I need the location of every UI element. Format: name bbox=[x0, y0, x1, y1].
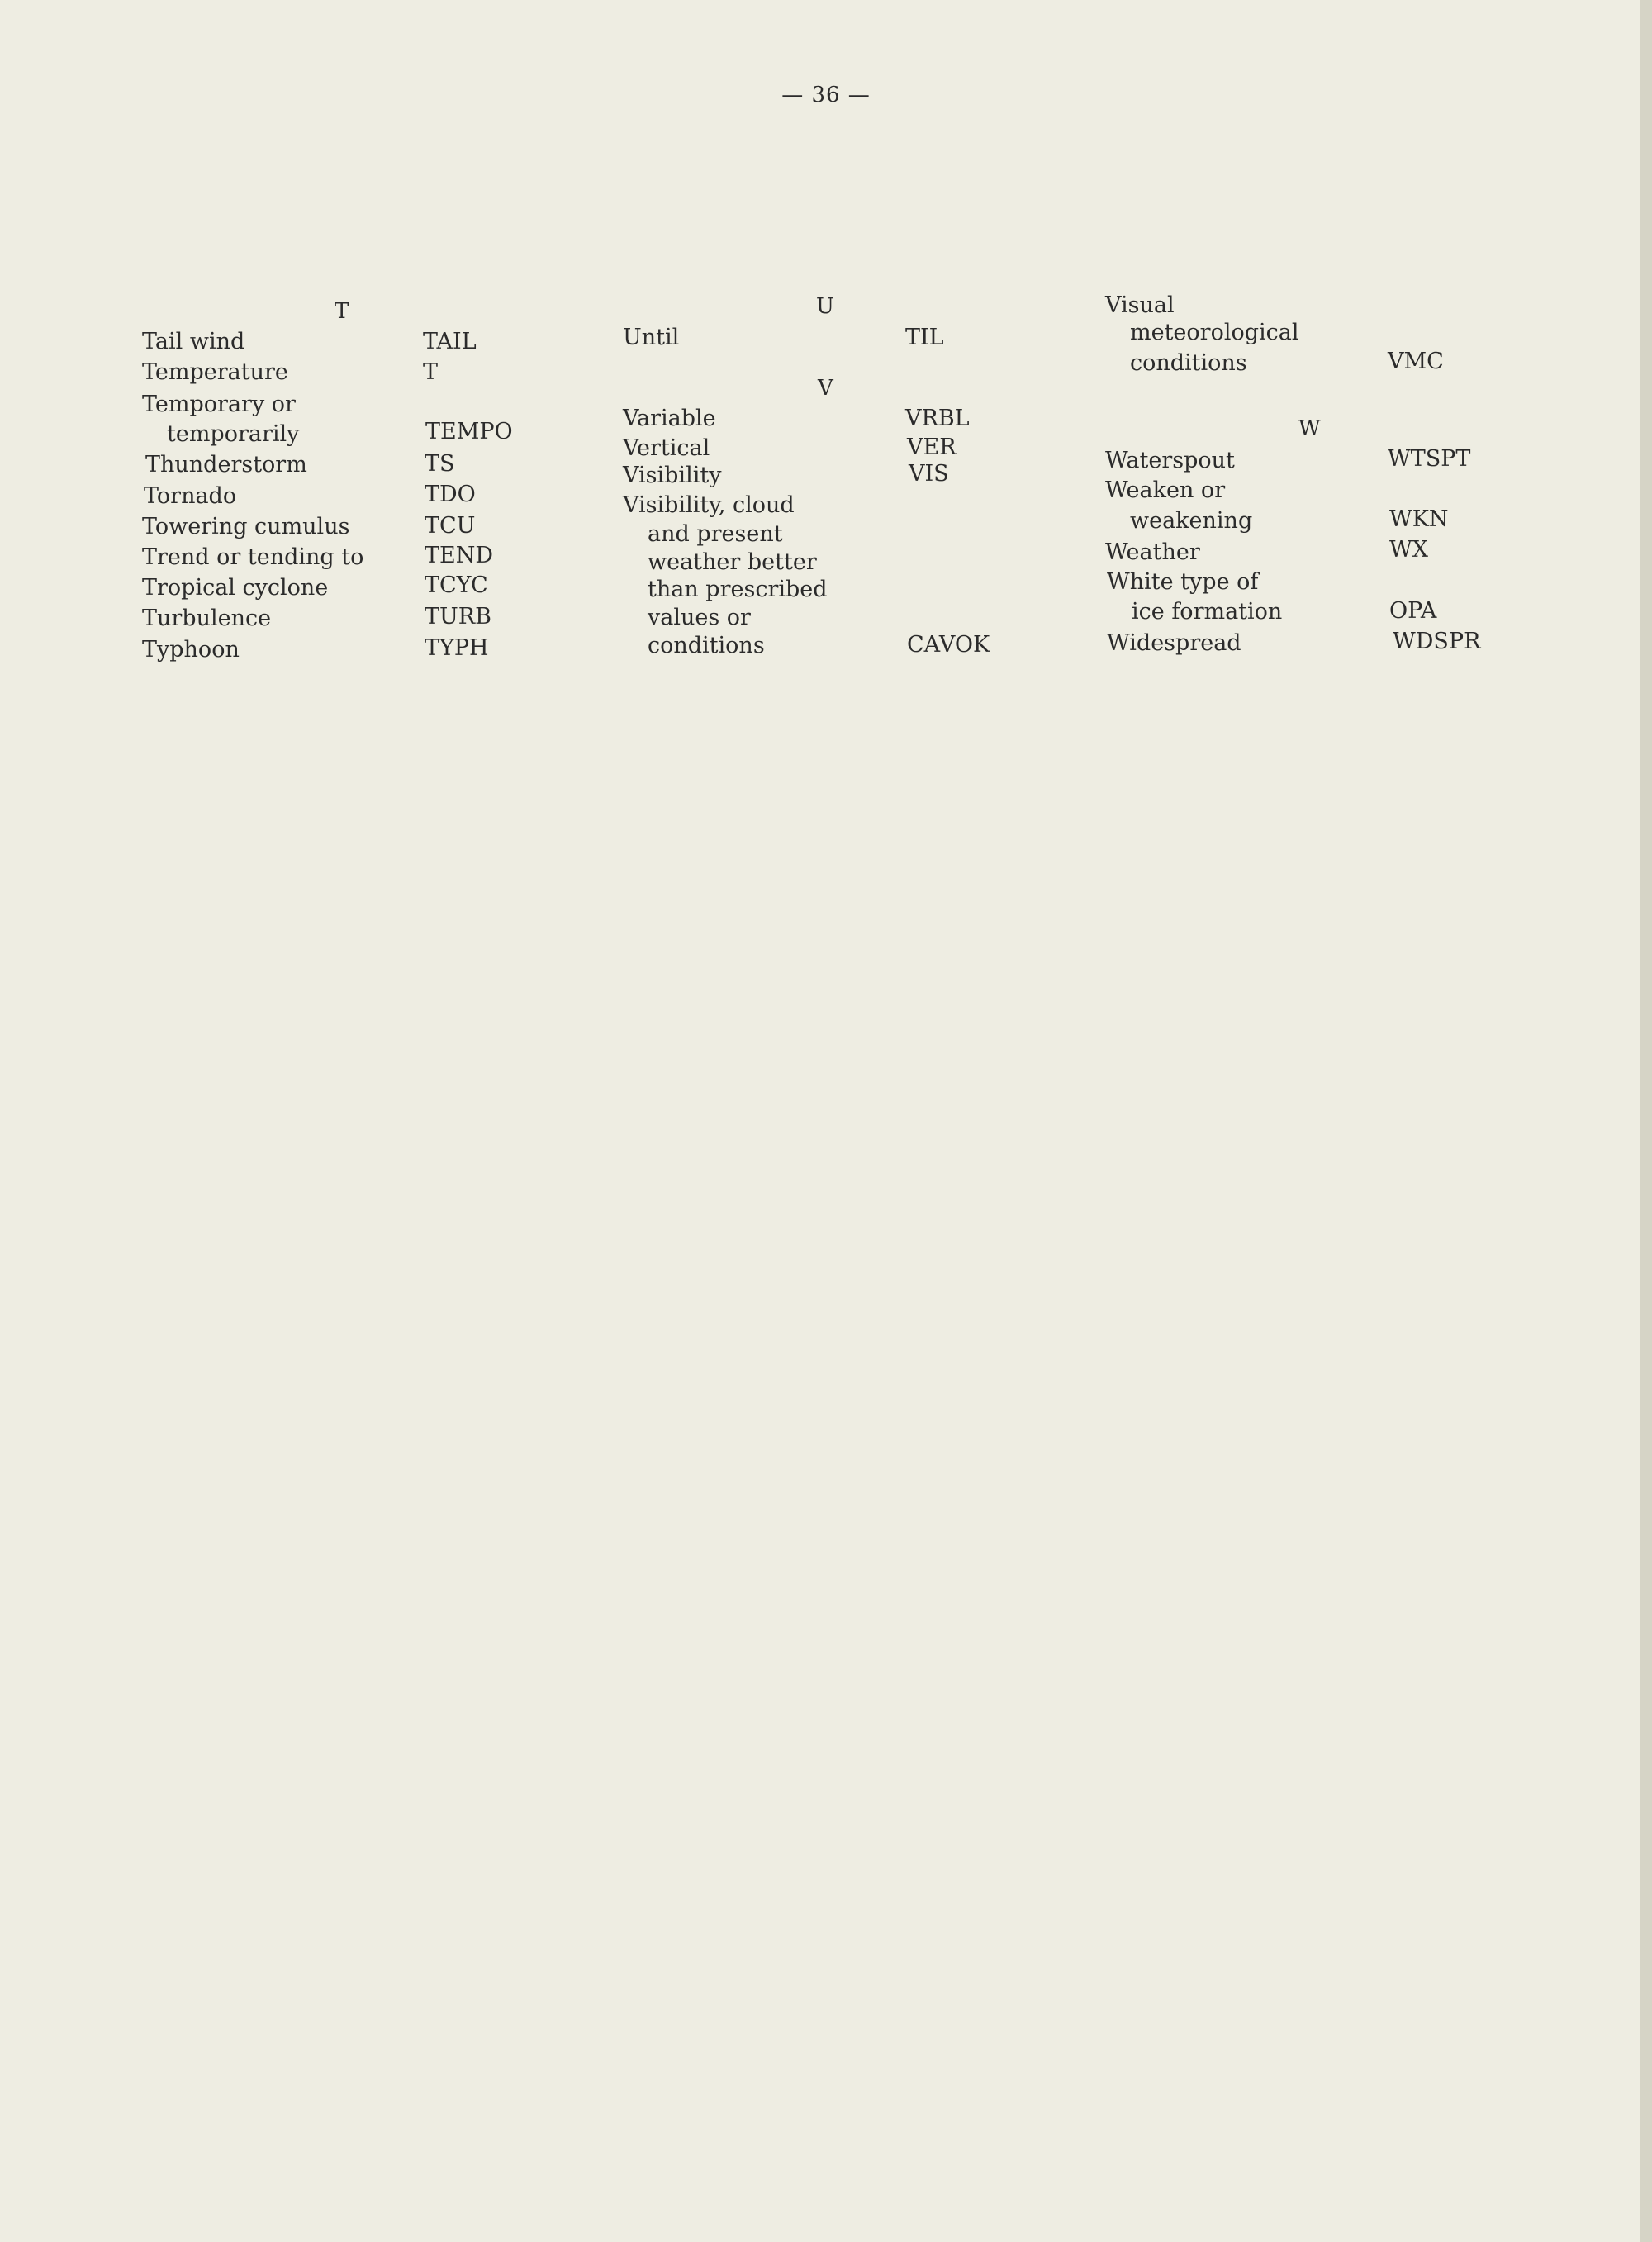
term-weaken-line2: weakening bbox=[1130, 508, 1253, 534]
term-temporary-line1: Temporary or bbox=[142, 392, 296, 417]
abbr-opa: OPA bbox=[1389, 598, 1437, 624]
term-waterspout: Waterspout bbox=[1105, 448, 1235, 473]
abbr-til: TIL bbox=[905, 325, 944, 350]
term-vmc-line3: conditions bbox=[1130, 350, 1247, 376]
term-tornado: Tornado bbox=[144, 483, 237, 509]
term-tropical-cyclone: Tropical cyclone bbox=[142, 575, 329, 601]
term-cavok-line2: and present bbox=[648, 521, 783, 547]
term-variable: Variable bbox=[623, 406, 716, 431]
term-white-type-line2: ice formation bbox=[1132, 599, 1283, 625]
term-cavok-line5: values or bbox=[648, 605, 751, 630]
abbr-wx: WX bbox=[1389, 537, 1428, 563]
term-temporary-line2: temporarily bbox=[167, 421, 300, 447]
term-cavok-line1: Visibility, cloud bbox=[623, 492, 795, 518]
abbr-typh: TYPH bbox=[425, 635, 489, 661]
abbr-tempo: TEMPO bbox=[425, 419, 513, 444]
section-letter-t: T bbox=[335, 299, 349, 324]
abbr-tend: TEND bbox=[425, 543, 493, 568]
term-widespread: Widespread bbox=[1107, 630, 1241, 656]
abbr-ver: VER bbox=[907, 435, 957, 460]
term-typhoon: Typhoon bbox=[142, 637, 240, 663]
page-number: — 36 — bbox=[781, 83, 871, 107]
abbr-wdspr: WDSPR bbox=[1393, 629, 1481, 654]
term-vertical: Vertical bbox=[623, 435, 710, 461]
term-tail-wind: Tail wind bbox=[142, 329, 245, 354]
abbr-tdo: TDO bbox=[425, 482, 476, 507]
term-towering-cumulus: Towering cumulus bbox=[142, 514, 350, 539]
abbr-ts: TS bbox=[425, 451, 455, 477]
section-letter-v: V bbox=[818, 376, 833, 401]
section-letter-w: W bbox=[1298, 416, 1321, 441]
term-weaken-line1: Weaken or bbox=[1105, 477, 1226, 503]
abbr-t: T bbox=[423, 359, 439, 385]
term-cavok-line3: weather better bbox=[648, 549, 817, 575]
abbr-turb: TURB bbox=[425, 604, 491, 629]
abbr-cavok: CAVOK bbox=[907, 632, 990, 658]
page-edge-shadow bbox=[1640, 0, 1652, 2242]
term-visibility: Visibility bbox=[623, 463, 722, 488]
abbr-tcu: TCU bbox=[425, 513, 476, 539]
term-vmc-line2: meteorological bbox=[1130, 320, 1299, 345]
abbr-wtspt: WTSPT bbox=[1388, 446, 1471, 472]
term-turbulence: Turbulence bbox=[142, 606, 272, 631]
term-temperature: Temperature bbox=[142, 359, 288, 385]
term-trend: Trend or tending to bbox=[142, 544, 364, 570]
term-thunderstorm: Thunderstorm bbox=[145, 452, 307, 477]
abbr-tcyc: TCYC bbox=[425, 572, 488, 598]
section-letter-u: U bbox=[816, 294, 834, 319]
abbr-tail: TAIL bbox=[423, 329, 477, 354]
abbr-vis: VIS bbox=[909, 461, 949, 487]
term-cavok-line4: than prescribed bbox=[648, 577, 828, 602]
abbr-vmc: VMC bbox=[1388, 349, 1444, 374]
term-until: Until bbox=[623, 325, 680, 350]
abbr-vrbl: VRBL bbox=[905, 406, 970, 431]
term-white-type-line1: White type of bbox=[1107, 569, 1259, 595]
term-weather: Weather bbox=[1105, 539, 1200, 565]
term-cavok-line6: conditions bbox=[648, 633, 765, 658]
term-vmc-line1: Visual bbox=[1105, 292, 1175, 318]
abbr-wkn: WKN bbox=[1389, 506, 1449, 532]
